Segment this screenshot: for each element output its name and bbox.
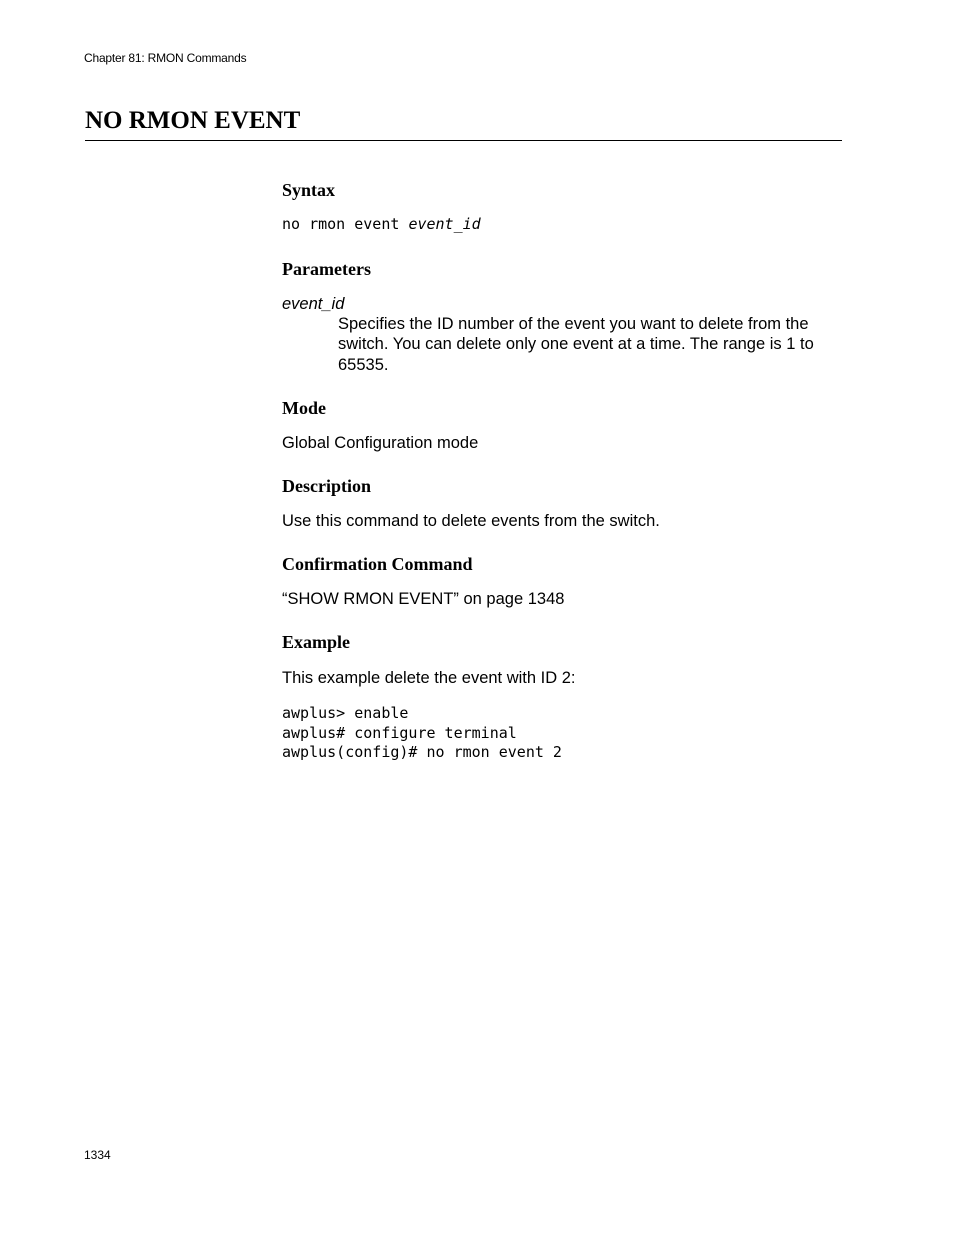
page-title: NO RMON EVENT: [85, 107, 301, 134]
parameter-description: Specifies the ID number of the event you want to delete from the switch. You can delete only one event at a time. The range is 1 to 65535.: [338, 314, 814, 374]
mode-heading: Mode: [282, 398, 326, 418]
description-heading: Description: [282, 476, 371, 496]
confirmation-heading: Confirmation Command: [282, 554, 473, 574]
code-line: awplus# configure terminal: [282, 723, 517, 742]
example-code-block: [282, 704, 842, 763]
content-body: [282, 178, 842, 763]
running-header: Chapter 81: RMON Commands: [84, 51, 247, 65]
syntax-line: [282, 215, 842, 235]
example-text: This example delete the event with ID 2:: [282, 669, 576, 687]
code-line: awplus> enable: [282, 704, 409, 722]
example-heading: Example: [282, 632, 351, 652]
syntax-argument: event_id: [408, 215, 481, 233]
syntax-command: no rmon event: [282, 215, 409, 233]
confirmation-link[interactable]: “SHOW RMON EVENT” on page 1348: [282, 590, 565, 608]
title-rule: [85, 140, 842, 141]
description-text: Use this command to delete events from the switch.: [282, 512, 660, 530]
code-line: awplus(config)# no rmon event 2: [282, 743, 562, 761]
syntax-heading: Syntax: [282, 180, 336, 200]
parameter-name: event_id: [282, 294, 345, 313]
parameter-item: [282, 294, 842, 376]
page-number: 1334: [84, 1148, 111, 1162]
parameters-heading: Parameters: [282, 258, 371, 279]
mode-text: Global Configuration mode: [282, 434, 479, 452]
